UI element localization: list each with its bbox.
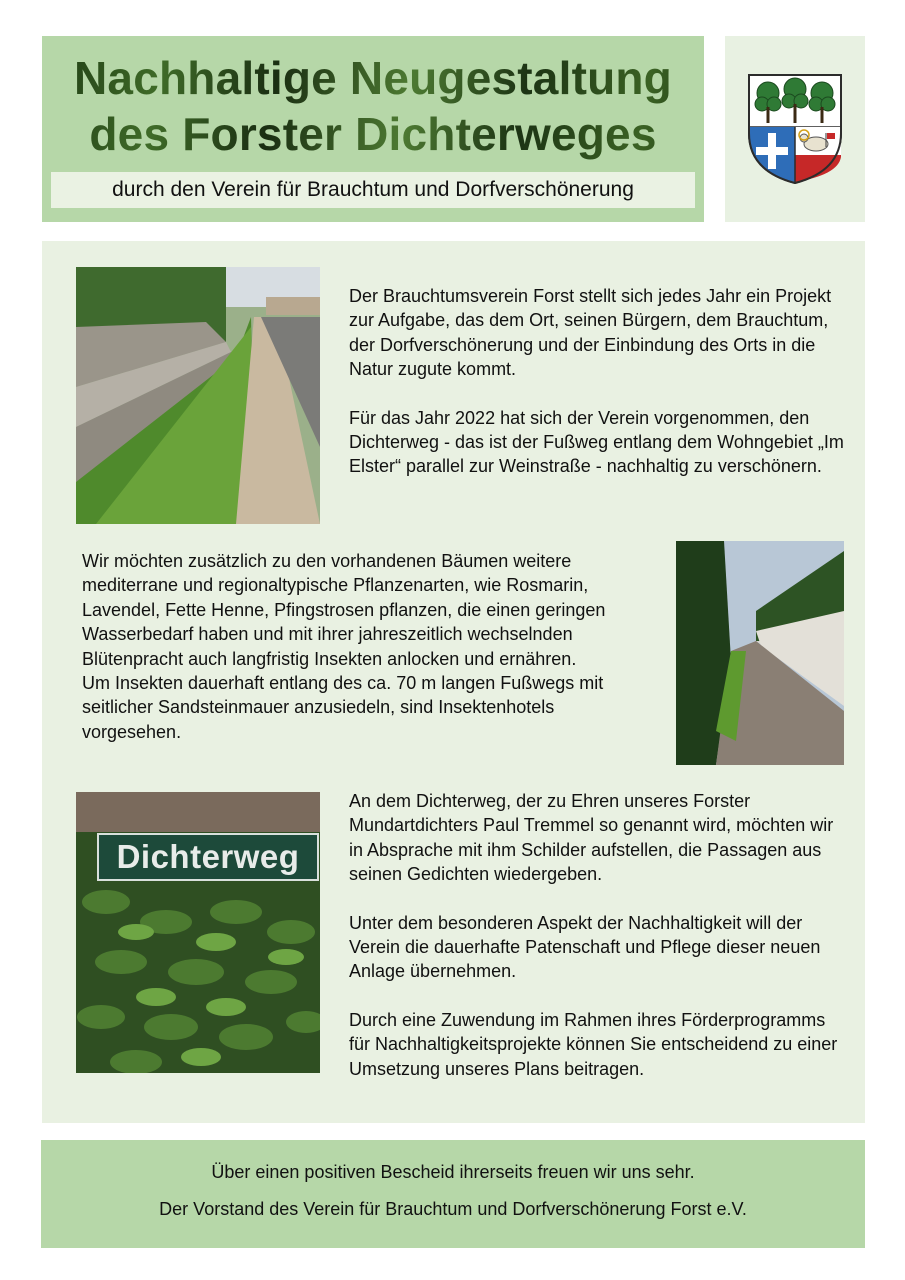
coat-of-arms-icon [746, 71, 844, 186]
footer-line-2: Der Vorstand des Verein für Brauchtum und Dorfverschönerung Forst e.V. [159, 1199, 747, 1219]
title-line-2: des Forster Dichterweges [89, 108, 657, 160]
photo-hedge-path [676, 541, 844, 765]
intro-paragraph-2: Für das Jahr 2022 hat sich der Verein vorgenommen, den Dichterweg - das ist der Fußweg entlang dem Wohngebiet „Im Elster“ parallel zur Weinstraße - nachhaltig zu verschönern. [349, 407, 844, 477]
dichterweg-paragraph-1: An dem Dichterweg, der zu Ehren unseres Forster Mundartdichters Paul Tremmel so genannt wird, möchten wir in Absprache mit ihm Schilder aufstellen, die Passagen aus seinen Gedichten wiedergeben. [349, 791, 834, 885]
title-line-1: Nachhaltige Neugestaltung [74, 52, 672, 104]
intro-paragraph-1: Der Brauchtumsverein Forst stellt sich jedes Jahr ein Projekt zur Aufgabe, das dem Ort, seinen Bürgern, dem Brauchtum, der Dorfverschönerung und der Einbindung des Orts in die Natur zugute kommt. [349, 286, 832, 380]
title-banner [42, 36, 704, 222]
subtitle: durch den Verein für Brauchtum und Dorfverschönerung [51, 172, 695, 208]
content-panel [42, 241, 865, 1123]
dichterweg-paragraph-2: Unter dem besonderen Aspekt der Nachhaltigkeit will der Verein die dauerhafte Patenschaft und Pflege dieser neuen Anlage übernehmen. [349, 912, 821, 982]
page-title [42, 50, 704, 162]
sign-text: Dichterweg [116, 838, 300, 875]
plants-paragraph-1: Wir möchten zusätzlich zu den vorhandenen Bäumen weitere mediterrane und regionaltypische Pflanzenarten, wie Rosmarin, Lavendel, Fette Henne, Pfingstrosen pflanzen, die einen geringen Wasserbedarf haben und mit ihrer jahreszeitlich wechselnden Blütenpracht auch langfristig Insekten anlocken und ernähren. [82, 551, 606, 669]
plants-text [82, 549, 642, 744]
photo-sidewalk-grass [76, 267, 320, 524]
intro-text [349, 284, 849, 479]
footer-banner [41, 1140, 865, 1248]
dichterweg-text [349, 789, 839, 1081]
crest-panel [725, 36, 865, 222]
dichterweg-paragraph-3: Durch eine Zuwendung im Rahmen ihres Förderprogramms für Nachhaltigkeitsprojekte können Sie entscheidend zu einer Umsetzung unseres Plans beitragen. [349, 1009, 838, 1079]
footer-line-1: Über einen positiven Bescheid ihrerseits freuen wir uns sehr. [211, 1162, 695, 1182]
photo-dichterweg-sign [76, 792, 320, 1073]
plants-paragraph-2: Um Insekten dauerhaft entlang des ca. 70 m langen Fußwegs mit seitlicher Sandsteinmauer anzusiedeln, sind Insektenhotels vorgesehen. [82, 673, 604, 742]
